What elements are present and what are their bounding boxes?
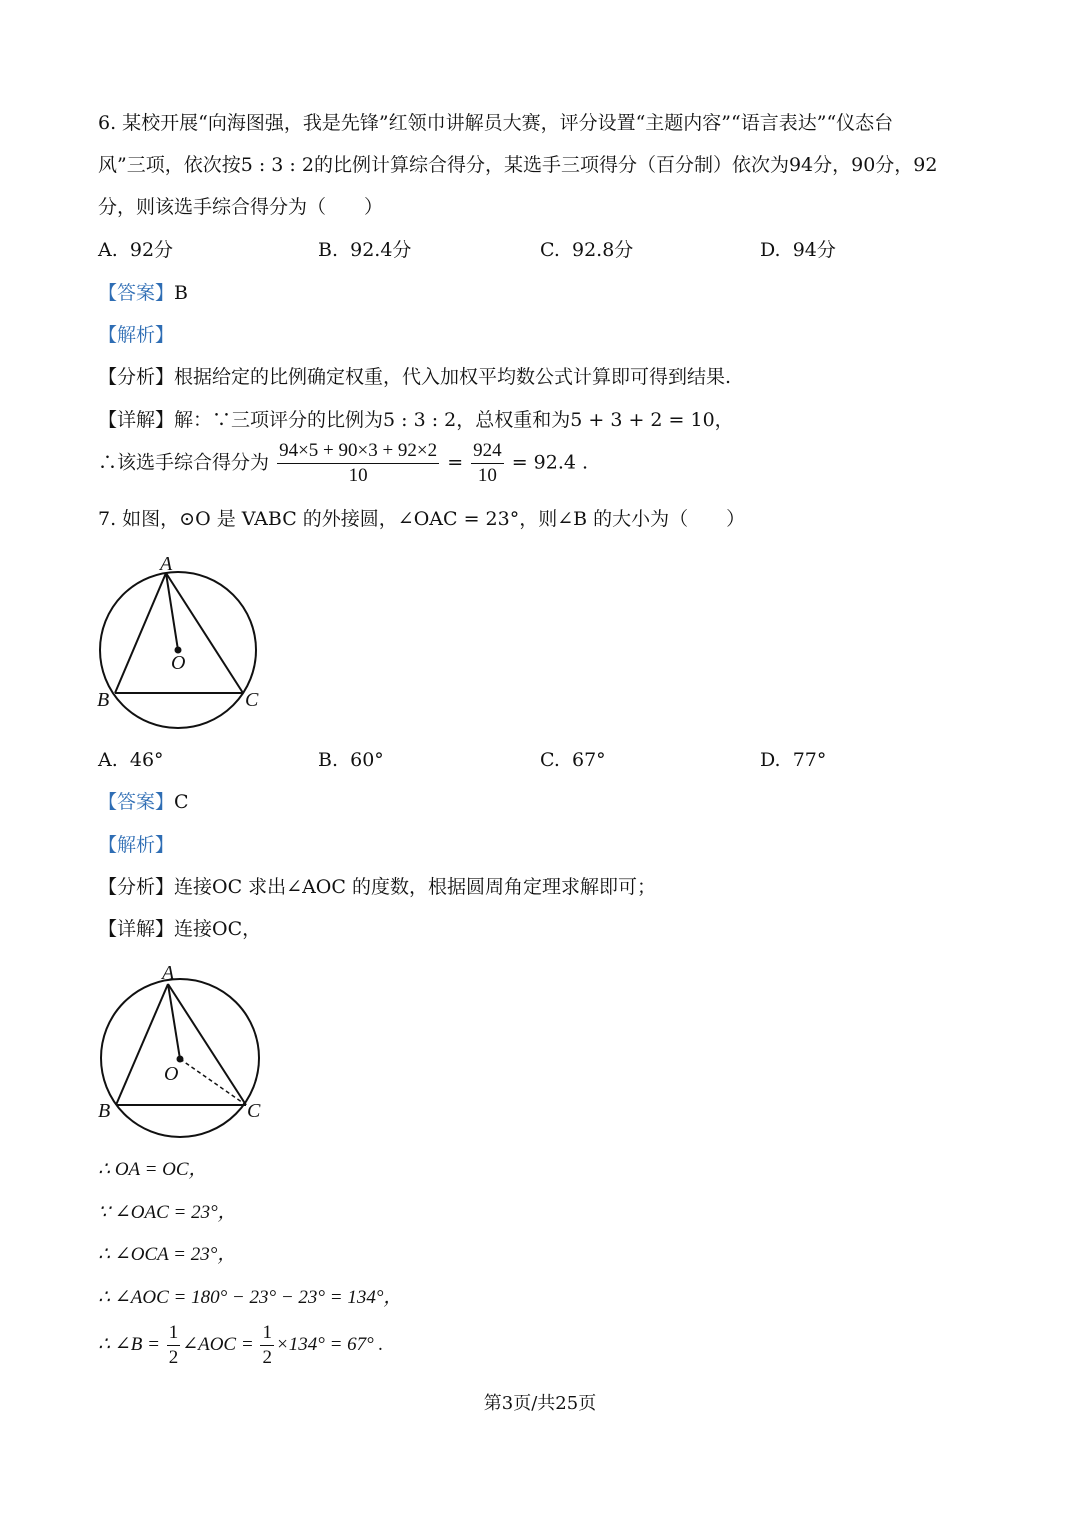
option-label: A.	[98, 239, 118, 261]
option-text: 46°	[129, 749, 164, 771]
fraction-numerator: 924	[471, 440, 504, 464]
option-label: C.	[540, 239, 560, 261]
fraction-numerator: 94×5 + 90×3 + 92×2	[277, 440, 439, 464]
segment-ab	[115, 573, 166, 693]
option-text: 92.8分	[572, 239, 634, 261]
fraction-denominator: 2	[262, 1347, 272, 1368]
final-suffix: ×134° = 67° .	[275, 1333, 384, 1355]
q6-option-d	[760, 238, 836, 262]
q7-answer	[98, 790, 189, 814]
segment-oc-dashed	[180, 1059, 246, 1105]
option-text: 60°	[350, 749, 384, 771]
option-text: 92分	[129, 239, 174, 261]
q6-calculation	[98, 440, 588, 487]
label-a: A	[162, 962, 175, 984]
fenxi-tag: 【分析】	[98, 876, 175, 898]
q6-stem-line-3: 分，则该选手综合得分为（ ）	[98, 196, 384, 218]
option-label: B.	[318, 749, 339, 771]
q6-fenxi	[98, 365, 731, 389]
label-c: C	[245, 689, 259, 711]
xiangjie-tag: 【详解】	[98, 918, 175, 940]
fraction-weighted-sum	[277, 440, 439, 487]
q6-analysis-tag: 【解析】	[98, 324, 175, 346]
label-b: B	[98, 1100, 111, 1122]
fraction-numerator: 1	[167, 1322, 181, 1346]
q6-option-a	[98, 238, 173, 262]
option-text: 77°	[792, 749, 827, 771]
answer-tag: 【答案】	[98, 282, 175, 304]
answer-tag: 【答案】	[98, 791, 175, 813]
option-label: D.	[760, 239, 781, 261]
center-point-o	[177, 1056, 184, 1063]
option-text: 67°	[572, 749, 606, 771]
q7-step-2: ∵ ∠OAC = 23°，	[98, 1202, 237, 1223]
q6-stem-line-2: 风”三项，依次按5 : 3 : 2的比例计算综合得分，某选手三项得分（百分制）依次为94分，90分，92	[98, 154, 938, 176]
fenxi-text: 连接OC 求出∠AOC 的度数，根据圆周角定理求解即可；	[174, 876, 656, 898]
xiangjie-tag: 【详解】	[98, 409, 175, 431]
segment-ao	[168, 984, 180, 1059]
fraction-half-2	[260, 1322, 274, 1369]
label-c: C	[247, 1100, 261, 1122]
label-b: B	[97, 689, 110, 711]
label-o: O	[164, 1063, 179, 1085]
q7-xiangjie	[98, 917, 261, 941]
fraction-result	[471, 440, 504, 487]
xiangjie-text: 解：∵三项评分的比例为5 : 3 : 2，总权重和为5 + 3 + 2 = 10，	[174, 409, 734, 431]
q6-option-c	[540, 238, 633, 262]
xiangjie-text: 连接OC，	[174, 918, 262, 940]
figure-circumcircle-triangle	[92, 552, 272, 734]
label-a: A	[160, 553, 173, 575]
label-o: O	[171, 652, 186, 674]
q6-option-b	[318, 238, 411, 262]
fenxi-text: 根据给定的比例确定权重，代入加权平均数公式计算即可得到结果.	[174, 366, 732, 388]
final-mid: ∠AOC =	[182, 1333, 254, 1355]
fraction-denominator: 10	[477, 465, 497, 486]
q7-final-step	[98, 1322, 383, 1369]
segment-ac	[168, 984, 246, 1105]
q7-option-b	[318, 748, 384, 772]
q7-stem: 7. 如图，⊙O 是 VABC 的外接圆，∠OAC = 23°，则∠B 的大小为（ ）	[98, 508, 746, 530]
q7-option-d	[760, 748, 826, 772]
final-prefix: ∴ ∠B =	[98, 1333, 160, 1355]
q7-fenxi	[98, 875, 656, 899]
option-label: B.	[318, 239, 339, 261]
q7-step-1: ∴ OA = OC，	[98, 1159, 208, 1180]
calc-prefix: ∴该选手综合得分为	[98, 451, 270, 474]
equals-sign: =	[447, 451, 464, 474]
option-label: D.	[760, 749, 781, 771]
figure-circumcircle-with-oc	[92, 960, 272, 1142]
option-text: 92.4分	[350, 239, 412, 261]
fraction-half-1	[167, 1322, 181, 1369]
q7-step-3: ∴ ∠OCA = 23°，	[98, 1244, 237, 1265]
fraction-denominator: 10	[348, 465, 368, 486]
option-label: A.	[98, 749, 118, 771]
fenxi-tag: 【分析】	[98, 366, 175, 388]
fraction-numerator: 1	[260, 1322, 274, 1346]
segment-ao	[166, 573, 178, 650]
fraction-denominator: 2	[168, 1347, 179, 1368]
calc-suffix: = 92.4 .	[511, 451, 589, 474]
answer-value: B	[174, 282, 188, 304]
option-text: 94分	[792, 239, 836, 261]
segment-ac	[166, 573, 243, 693]
q6-stem-line-1: 6. 某校开展“向海图强，我是先锋”红领巾讲解员大赛，评分设置“主题内容”“语言表达”“仪态台	[98, 112, 894, 134]
q7-option-c	[540, 748, 606, 772]
option-label: C.	[540, 749, 560, 771]
q6-answer	[98, 281, 188, 305]
q7-analysis-tag: 【解析】	[98, 834, 175, 856]
answer-value: C	[174, 791, 189, 813]
q7-step-4: ∴ ∠AOC = 180° − 23° − 23° = 134°，	[98, 1287, 403, 1308]
q6-xiangjie	[98, 408, 734, 432]
q7-option-a	[98, 748, 164, 772]
page-number-footer: 第3页/共25页	[483, 1393, 597, 1414]
